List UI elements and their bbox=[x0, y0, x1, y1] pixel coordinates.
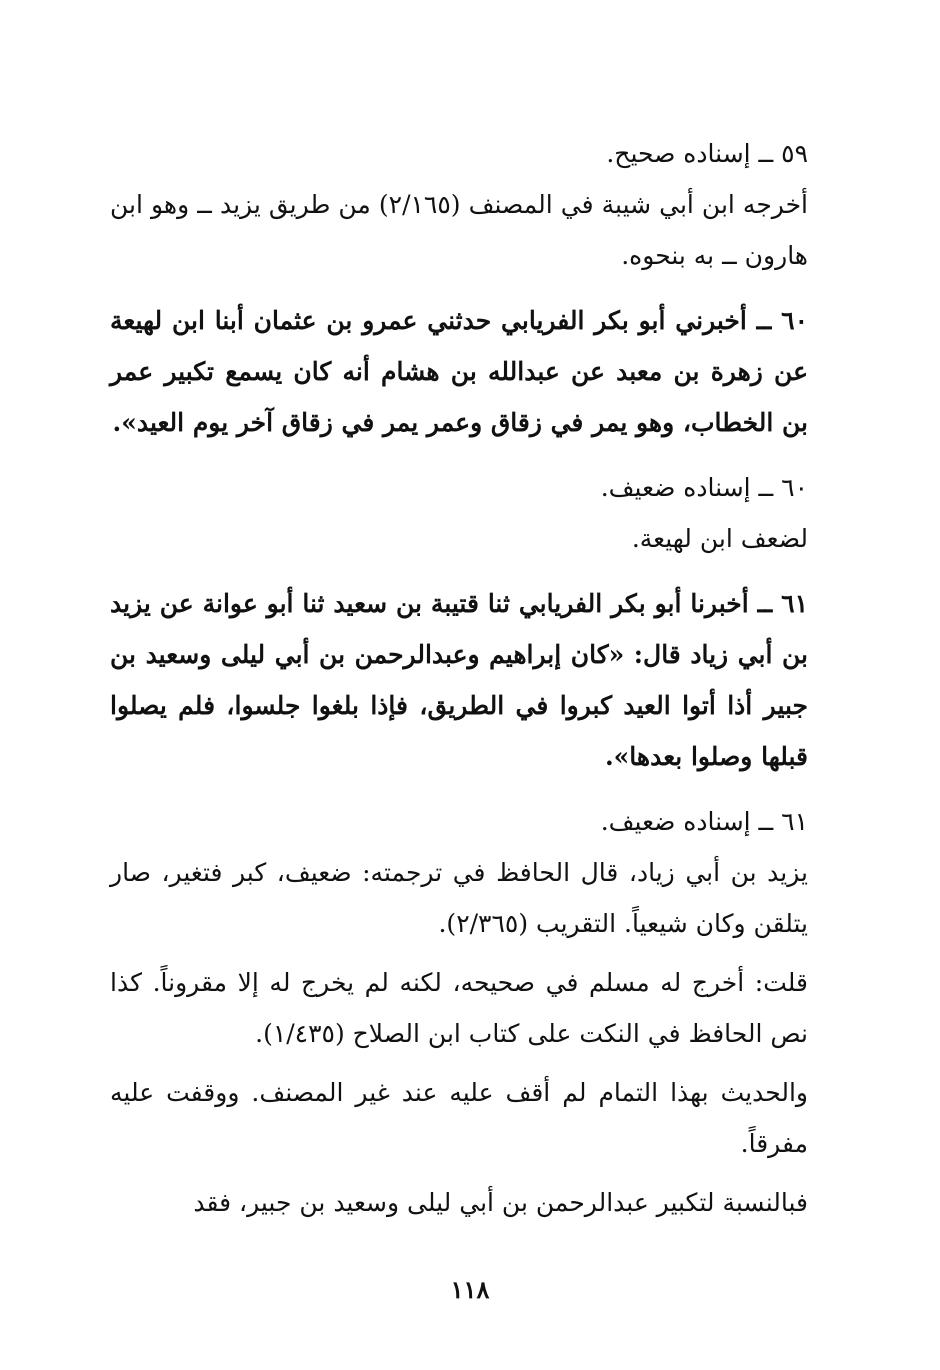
narrator-note: يزيد بن أبي زياد، قال الحافظ في ترجمته: ضعيف، كبر فتغير، صار يتلقن وكان شيعياً. التقريب (٢/٣٦٥). bbox=[110, 858, 808, 938]
source-note: والحديث بهذا التمام لم أقف عليه عند غير المصنف. ووقفت عليه مفرقاً. bbox=[110, 1078, 808, 1158]
hadith-60-text: ٦٠ ــ أخبرني أبو بكر الفريابي حدثني عمرو بن عثمان أبنا ابن لهيعة عن زهرة بن معبد عن عبدالله بن هشام أنه كان يسمع تكبير عمر بن الخطاب، وهو يمر في زقاق وعمر يمر في زقاق آخر يوم العيد». bbox=[110, 306, 808, 437]
page-body bbox=[110, 128, 808, 1228]
hadith-61-grading: ٦١ ــ إسناده ضعيف. bbox=[600, 807, 808, 836]
hadith-60-grading: ٦٠ ــ إسناده ضعيف. bbox=[600, 473, 808, 502]
hadith-61-text: ٦١ ــ أخبرنا أبو بكر الفريابي ثنا قتيبة بن سعيد ثنا أبو عوانة عن يزيد بن أبي زياد قال: «كان إبراهيم وعبدالرحمن بن أبي ليلى وسعيد بن جبير أذا أتوا العيد كبروا في الطريق، فإذا بلغوا جلسوا، فلم يصلوا قبلها وصلوا بعدها». bbox=[110, 589, 808, 771]
hadith-60-reason: لضعف ابن لهيعة. bbox=[631, 524, 808, 553]
hadith-59-grading: ٥٩ ــ إسناده صحيح. bbox=[606, 139, 808, 168]
continuation-paragraph: فبالنسبة لتكبير عبدالرحمن بن أبي ليلى وسعيد بن جبير، فقد bbox=[193, 1188, 808, 1217]
hadith-59-takhrij: أخرجه ابن أبي شيبة في المصنف (٢/١٦٥) من طريق يزيد ــ وهو ابن هارون ــ به بنحوه. bbox=[110, 190, 808, 270]
page-number: ١١٨ bbox=[450, 1275, 490, 1304]
author-comment: قلت: أخرج له مسلم في صحيحه، لكنه لم يخرج له إلا مقروناً. كذا نص الحافظ في النكت على كتاب ابن الصلاح (١/٤٣٥). bbox=[110, 968, 808, 1048]
